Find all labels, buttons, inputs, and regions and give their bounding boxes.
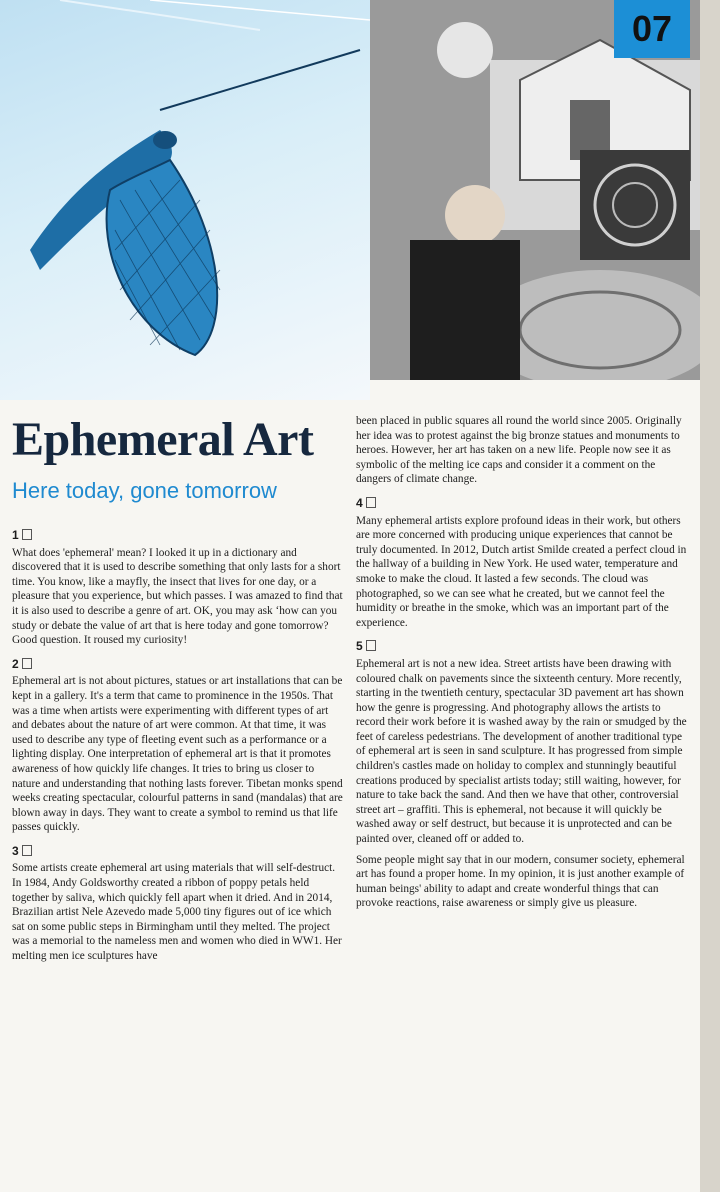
article-title: Ephemeral Art — [12, 413, 314, 466]
answer-box[interactable] — [366, 497, 376, 508]
section-4 — [356, 496, 692, 630]
article-subtitle: Here today, gone tomorrow — [12, 478, 277, 503]
right-column — [356, 414, 692, 920]
section-text: Ephemeral art is not about pictures, statues or art installations that can be kept in a gallery. It's a term that came to prominence in the 1950s. That was a time when artists were experimenting with different types of art and debates about the nature of art were common. At that time, it was used to describe any type of fleeting event such as a performance or a lighting display. One interpretation of ephemeral art is that it promotes awareness of how quickly life changes. It tries to bring us closer to nature and understanding that nothing lasts forever. Tibetan monks spend weeks creating spectacular, colourful patterns in sand (mandalas) that are blown away in days. They want to create a symbol to remind us that life passes quickly. — [12, 675, 343, 834]
answer-box[interactable] — [366, 640, 376, 651]
page-number-badge: 07 — [614, 0, 690, 58]
section-text: Some artists create ephemeral art using materials that will self-destruct. In 1984, Andy Goldsworthy created a ribbon of poppy petals held together by saliva, which quickly fell apart when it dried. And in 2014, Brazilian artist Nele Azevedo made 5,000 tiny figures out of ice which sat on some public steps in Birmingham until they melted. The project was a memorial to the nameless men and women who died in WW1. Her melting men ice sculptures have — [12, 862, 342, 963]
answer-box[interactable] — [22, 529, 32, 540]
section-text: Ephemeral art is not a new idea. Street artists have been drawing with coloured chalk on pavements since the sixteenth century. More recently, starting in the twentieth century, spectacular 3D pavement art has shown how the genre is progressing. And photography allows the artists to record their work before it is washed away by the rain or smudged by the feet of careless pedestrians. The development of another traditional type of ephemeral art is seen in sand sculpture. It has progressed from simple children's castles made on holiday to complex and stunningly beautiful creations produced by specialist artists today; still waiting, however, for nature to take back the sand. And then we have that other, controversial street art – graffiti. This is ephemeral, not because it will quickly be washed away or self destruct, but because it is unprotected and can be painted over, cleaned off or added to. — [356, 657, 687, 846]
mayfly-photo — [0, 0, 370, 400]
section-text: What does 'ephemeral' mean? I looked it up in a dictionary and discovered that it is used to describe something that only lasts for a short time. You know, like a mayfly, the insect that lives for one day, or a pleasure that you experience, but which passes. I was amazed to find that it is also used to describe a genre of art. OK, you may ask ‘how can you study or debate the value of art that is here today and gone tomorrow? Good question. It roused my curiosity! — [12, 546, 343, 647]
section-1 — [12, 528, 344, 648]
section-text: Some people might say that in our modern, consumer society, ephemeral art has found a proper home. In my opinion, it is just another example of human beings' ability to adapt and create wonderful things that can provoke reactions, raise awareness or simply give us pleasure. — [356, 853, 685, 910]
section-number: 3 — [12, 844, 344, 859]
page-edge — [700, 0, 720, 1192]
mayfly-illustration — [0, 0, 370, 400]
section-5 — [356, 639, 692, 911]
section-number: 2 — [12, 657, 344, 672]
section-text: been placed in public squares all round the world since 2005. Originally her idea was to protest against the big bronze statues and monuments to heroes. However, her art has taken on a new life. People now see it as symbolic of the melting ice caps and consider it a comment on the dangers of climate change. — [356, 415, 682, 486]
answer-box[interactable] — [22, 658, 32, 669]
section-number: 5 — [356, 639, 692, 654]
answer-box[interactable] — [22, 845, 32, 856]
section-number: 4 — [356, 496, 692, 511]
section-3-continued — [356, 414, 692, 487]
left-column — [12, 528, 344, 973]
section-2 — [12, 657, 344, 835]
section-text: Many ephemeral artists explore profound ideas in their work, but others are more concerned with producing unique experiences that cannot be truly documented. In 2012, Dutch artist Smilde created a perfect cloud in the hallway of a building in New York. He used water, temperature and smoke to make the cloud. It lasted a few seconds. The cloud was photographed, so we can see what he created, but we cannot feel the humidity or breathe in the smoke, which was an important part of the experience. — [356, 514, 687, 629]
section-3 — [12, 844, 344, 964]
section-number: 1 — [12, 528, 344, 543]
